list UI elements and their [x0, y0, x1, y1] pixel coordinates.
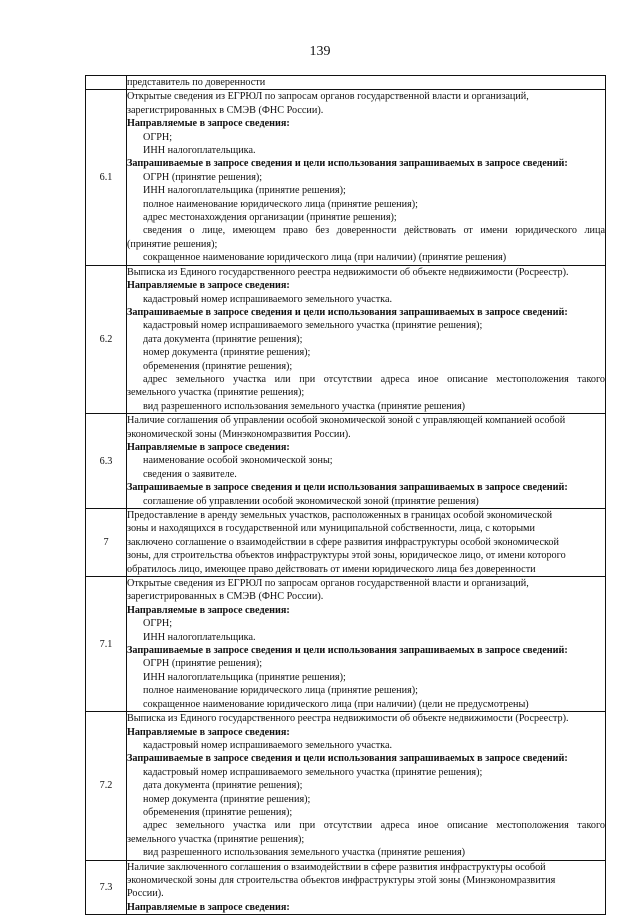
section-heading: Направляемые в запросе сведения:	[127, 726, 290, 738]
requirements-table	[85, 75, 606, 915]
content-line: Открытые сведения из ЕГРЮЛ по запросам органов государственной власти и организаций,	[127, 578, 529, 590]
table-row	[86, 90, 606, 265]
content-line: Предоставление в аренду земельных участков, расположенных в границах особой экономической	[127, 510, 553, 521]
section-heading: Запрашиваемые в запросе сведения и цели использования запрашиваемых в запросе сведений:	[127, 158, 568, 170]
row-content	[127, 577, 606, 712]
section-heading: Запрашиваемые в запросе сведения и цели использования запрашиваемых в запросе сведений:	[127, 753, 568, 765]
content-line: сокращенное наименование юридического лица (при наличии) (принятие решения)	[143, 252, 507, 264]
section-heading: Запрашиваемые в запросе сведения и цели использования запрашиваемых в запросе сведений:	[127, 645, 568, 657]
table-row	[86, 860, 606, 915]
content-line: соглашение об управлении особой экономической зоной (принятие решения)	[143, 495, 479, 507]
content-line: обременения (принятие решения);	[143, 806, 293, 818]
content-line: ОГРН (принятие решения);	[143, 171, 263, 183]
content-line: России).	[127, 888, 164, 900]
content-line: ОГРН;	[143, 618, 173, 630]
content-line: ИНН налогоплательщика.	[143, 145, 256, 157]
content-line: ОГРН (принятие решения);	[143, 658, 263, 670]
row-content	[127, 509, 606, 577]
row-number: 7.3	[86, 860, 127, 915]
content-line: адрес местонахождения организации (принятие решения);	[143, 212, 397, 224]
row-content	[127, 712, 606, 860]
content-line: вид разрешенного использования земельного участка (принятие решения)	[143, 847, 466, 859]
content-line: кадастровый номер испрашиваемого земельного участка (принятие решения);	[143, 320, 483, 332]
content-line: ОГРН;	[143, 131, 173, 143]
section-heading: Направляемые в запросе сведения:	[127, 280, 290, 292]
content-line: зарегистрированных в СМЭВ (ФНС России).	[127, 104, 324, 116]
content-line: зоны и находящихся в государственной или муниципальной собственности, лица, с которыми	[127, 523, 535, 535]
content-line: наименование особой экономической зоны;	[143, 455, 333, 467]
content-line: Наличие соглашения об управлении особой экономической зоной с управляющей компанией особой	[127, 415, 566, 427]
table-body	[86, 76, 606, 915]
content-line: номер документа (принятие решения);	[143, 347, 311, 359]
content-line: ИНН налогоплательщика (принятие решения);	[143, 185, 346, 197]
table-row	[86, 414, 606, 509]
content-line: зарегистрированных в СМЭВ (ФНС России).	[127, 591, 324, 603]
content-line: сведения о лице, имеющем право без доверенности действовать от имени юридического лица	[143, 225, 605, 237]
content-line: экономической зоны (Минэкономразвития России).	[127, 428, 351, 440]
content-line: Выписка из Единого государственного реестра недвижимости об объекте недвижимости (Росреестр).	[127, 713, 569, 725]
content-line: Выписка из Единого государственного реестра недвижимости об объекте недвижимости (Росреестр).	[127, 266, 569, 278]
table-row	[86, 76, 606, 90]
table-row	[86, 577, 606, 712]
content-line: кадастровый номер испрашиваемого земельного участка.	[143, 739, 393, 751]
table-row	[86, 509, 606, 577]
content-line: ИНН налогоплательщика (принятие решения);	[143, 671, 346, 683]
content-line: дата документа (принятие решения);	[143, 780, 303, 792]
content-line: кадастровый номер испрашиваемого земельного участка (принятие решения);	[143, 766, 483, 778]
content-line: ИНН налогоплательщика.	[143, 631, 256, 643]
content-line: кадастровый номер испрашиваемого земельного участка.	[143, 293, 393, 305]
section-heading: Направляемые в запросе сведения:	[127, 604, 290, 616]
row-number: 6.2	[86, 265, 127, 413]
content-line: адрес земельного участка или при отсутствии адреса иное описание местоположения такого	[143, 820, 605, 832]
section-heading: Направляемые в запросе сведения:	[127, 901, 290, 913]
content-line: (принятие решения);	[127, 238, 218, 250]
section-heading: Запрашиваемые в запросе сведения и цели использования запрашиваемых в запросе сведений:	[127, 482, 568, 494]
content-line: вид разрешенного использования земельного участка (принятие решения)	[143, 400, 466, 412]
content-line: экономической зоны для строительства объектов инфраструктуры этой зоны (Минэкономразвития	[127, 874, 556, 886]
row-number: 7.2	[86, 712, 127, 860]
content-line: дата документа (принятие решения);	[143, 333, 303, 345]
table-row	[86, 265, 606, 413]
row-content	[127, 76, 606, 90]
section-heading: Направляемые в запросе сведения:	[127, 441, 290, 453]
content-line: зоны, для строительства объектов инфраструктуры этой зоны, юридическое лицо, от имени которого	[127, 550, 566, 562]
content-line: обратилось лицо, имеющее право действовать от имени юридического лица без доверенности	[127, 563, 536, 575]
row-content	[127, 90, 606, 265]
row-number: 6.3	[86, 414, 127, 509]
content-line: представитель по доверенности	[127, 77, 266, 88]
row-number: 7	[86, 509, 127, 577]
content-line: сведения о заявителе.	[143, 468, 237, 480]
row-content	[127, 414, 606, 509]
content-line: номер документа (принятие решения);	[143, 793, 311, 805]
row-number: 6.1	[86, 90, 127, 265]
content-line: обременения (принятие решения);	[143, 360, 293, 372]
content-line: земельного участка (принятие решения);	[127, 387, 305, 399]
table-row	[86, 712, 606, 860]
content-line: сокращенное наименование юридического лица (при наличии) (цели не предусмотрены)	[143, 698, 529, 710]
content-line: полное наименование юридического лица (принятие решения);	[143, 685, 418, 697]
section-heading: Запрашиваемые в запросе сведения и цели использования запрашиваемых в запросе сведений:	[127, 306, 568, 318]
content-line: Наличие заключенного соглашения о взаимодействии в сфере развития инфраструктуры особой	[127, 861, 546, 873]
content-line: Открытые сведения из ЕГРЮЛ по запросам органов государственной власти и организаций,	[127, 91, 529, 103]
content-line: заключено соглашение о взаимодействии в сфере развития инфраструктуры особой экономической	[127, 536, 559, 548]
content-line: адрес земельного участка или при отсутствии адреса иное описание местоположения такого	[143, 373, 605, 385]
row-number: 7.1	[86, 577, 127, 712]
content-line: полное наименование юридического лица (принятие решения);	[143, 198, 418, 210]
row-content	[127, 265, 606, 413]
row-content	[127, 860, 606, 915]
content-line: земельного участка (принятие решения);	[127, 833, 305, 845]
row-number	[86, 76, 127, 90]
section-heading: Направляемые в запросе сведения:	[127, 118, 290, 130]
page-number: 139	[309, 44, 331, 59]
